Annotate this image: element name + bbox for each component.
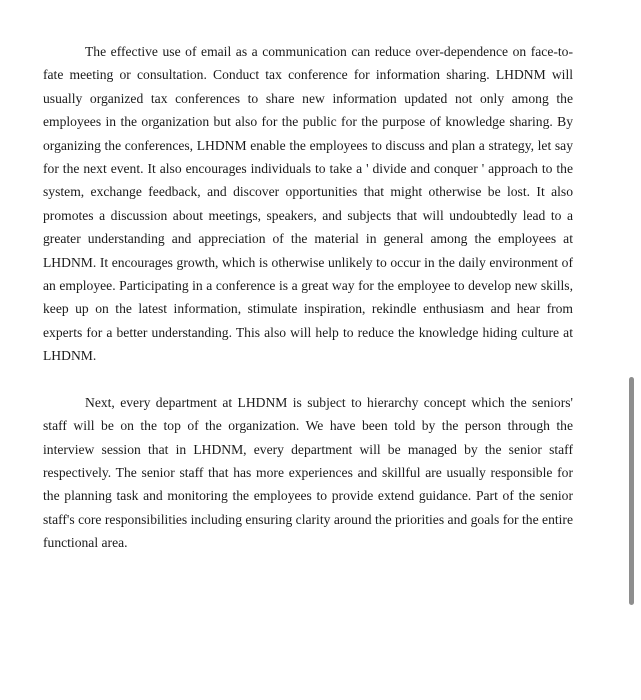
document-page [43,40,573,555]
paragraph-conference: The effective use of email as a communication can reduce over-dependence on face-to-fate meeting or consultation. Conduct tax conference for information sharing. LHDNM will usually organized tax conferences to share new information updated not only among the employees in the organization but also for the public for the purpose of knowledge sharing. By organizing the conferences, LHDNM enable the employees to discuss and plan a strategy, let say for the next event. It also encourages individuals to take a ' divide and conquer ' approach to the system, exchange feedback, and discover opportunities that might otherwise be lost. It also promotes a discussion about meetings, speakers, and subjects that will undoubtedly lead to a greater understanding and appreciation of the material in general among the employees at LHDNM. It encourages growth, which is otherwise unlikely to occur in the daily environment of an employee. Participating in a conference is a great way for the employee to develop new skills, keep up on the latest information, stimulate inspiration, rekindle enthusiasm and hear from experts for a better understanding. This also will help to reduce the knowledge hiding culture at LHDNM. [43,44,573,364]
paragraph-hierarchy: Next, every department at LHDNM is subject to hierarchy concept which the seniors' staff will be on the top of the organization. We have been told by the person through the interview session that in LHDNM, every department will be managed by the senior staff respectively. The senior staff that has more experiences and skillful are usually responsible for the planning task and monitoring the employees to provide extend guidance. Part of the senior staff's core responsibilities including ensuring clarity around the priorities and goals for the entire functional area. [43,394,573,551]
vertical-scrollbar-thumb[interactable] [629,377,634,605]
